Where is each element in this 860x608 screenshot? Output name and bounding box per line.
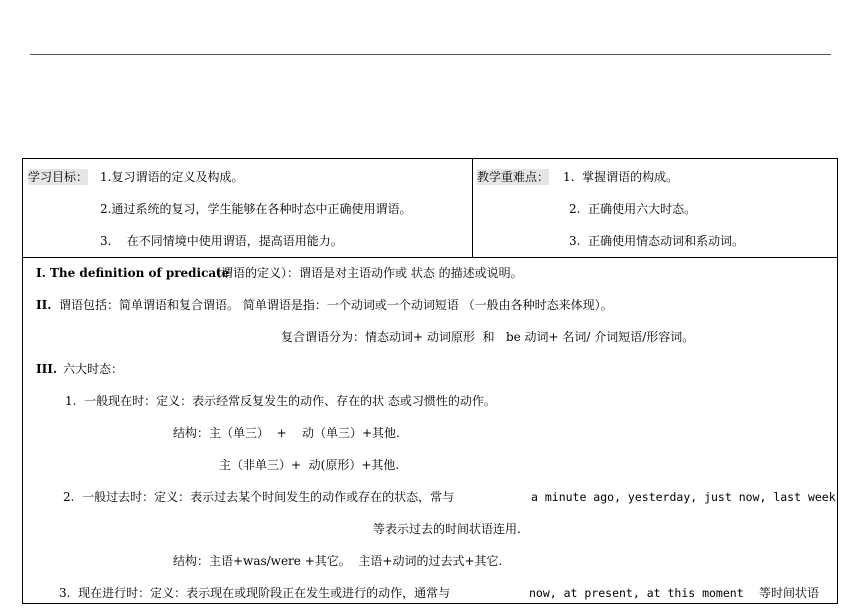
tense-3-definition-tail: 等时间状语 bbox=[759, 586, 820, 600]
key-points-label: 教学重难点： bbox=[477, 170, 550, 184]
tense-1-structure-1: 结构：主（单三） + 动（单三）+其他. bbox=[173, 426, 400, 440]
tense-3-time-phrases: now, at present, at this moment bbox=[529, 586, 744, 600]
objective-3: 3. 在不同情境中使用谓语，提高语用能力。 bbox=[100, 234, 343, 248]
objective-2: 2.通过系统的复习，学生能够在各种时态中正确使用谓语。 bbox=[100, 202, 412, 216]
table-header-row bbox=[23, 159, 837, 258]
section-2-title: II. bbox=[36, 298, 52, 312]
tense-2-structure: 结构：主语+was/were +其它。 主语+动词的过去式+其它. bbox=[173, 554, 503, 568]
objectives-label: 学习目标： bbox=[28, 170, 89, 184]
section-3-text: 六大时态： bbox=[63, 362, 124, 376]
section-2-text: 谓语包括：简单谓语和复合谓语。 简单谓语是指：一个动词或一个动词短语 （一般由各种时态来体现）。 bbox=[59, 298, 613, 312]
tense-2-definition-cont: 等表示过去的时间状语连用. bbox=[373, 522, 521, 536]
section-1-title: I. The definition of predicate bbox=[36, 266, 230, 280]
column-divider bbox=[472, 159, 473, 257]
lesson-table bbox=[22, 158, 838, 604]
tense-1-structure-2: 主（非单三）+ 动(原形）+其他. bbox=[219, 458, 400, 472]
objective-1: 1.复习谓语的定义及构成。 bbox=[100, 170, 244, 184]
key-point-1: 1. 掌握谓语的构成。 bbox=[563, 170, 679, 184]
section-3-title: III. bbox=[36, 362, 58, 376]
key-point-3: 3. 正确使用情态动词和系动词。 bbox=[569, 234, 745, 248]
header-rule bbox=[30, 54, 831, 55]
key-point-2: 2. 正确使用六大时态。 bbox=[569, 202, 697, 216]
section-2-line2: 复合谓语分为：情态动词+ 动词原形 和 be 动词+ 名词/ 介词短语/形容词。 bbox=[281, 330, 695, 344]
tense-2-time-phrases: a minute ago, yesterday, just now, last week bbox=[531, 490, 836, 504]
tense-3-definition: 3. 现在进行时：定义：表示现在或现阶段正在发生或进行的动作，通常与 bbox=[59, 586, 451, 600]
tense-1-definition: 1. 一般现在时：定义：表示经常反复发生的动作、存在的状 态或习惯性的动作。 bbox=[65, 394, 496, 408]
section-1-text: （谓语的定义）：谓语是对主语动作或 状态 的描述或说明。 bbox=[209, 266, 523, 280]
tense-2-definition: 2. 一般过去时：定义：表示过去某个时间发生的动作或存在的状态，常与 bbox=[63, 490, 455, 504]
